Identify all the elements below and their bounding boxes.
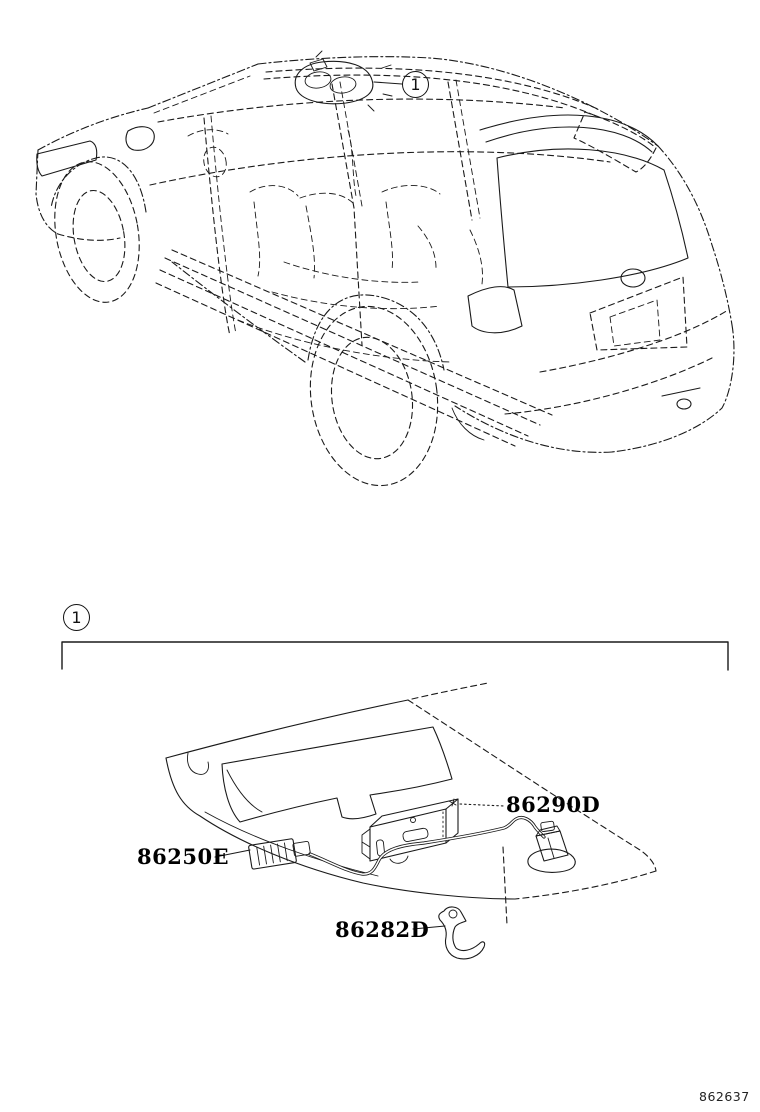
- d-pillar: [658, 146, 732, 325]
- rear-emblem: [621, 269, 645, 287]
- sill-line-4: [156, 283, 515, 446]
- cord-connector: [248, 836, 311, 869]
- sill-line-2: [160, 270, 528, 436]
- belt-line: [158, 99, 565, 122]
- a-pillar-inner: [154, 76, 250, 113]
- antenna-amplifier-86290d: [362, 799, 458, 863]
- rear-window: [497, 149, 688, 287]
- bumper-crease-2: [505, 358, 712, 414]
- hitch-ball: [677, 399, 691, 409]
- license-recess: [590, 277, 687, 350]
- bracket-locator-line: [503, 847, 507, 925]
- door-mirror: [126, 127, 154, 151]
- vehicle-phantom-drawing: [36, 51, 734, 494]
- license-plate: [610, 300, 660, 346]
- callout-leader-line: [374, 82, 402, 84]
- tow-hitch: [662, 388, 700, 396]
- interior-detail-lines: [188, 130, 483, 362]
- bumper-crease-1: [540, 310, 728, 372]
- front-face: [36, 150, 58, 234]
- mounting-bracket-86282d: [439, 907, 485, 959]
- headlight: [37, 141, 97, 176]
- roof-rail-1: [266, 68, 600, 110]
- callout-1-detail[interactable]: [63, 604, 90, 631]
- antenna-cord-86250e: [248, 818, 544, 875]
- part-label-86250e[interactable]: 86250E: [137, 844, 230, 869]
- spoiler-1: [480, 115, 658, 146]
- mudflap: [452, 408, 484, 440]
- roof-rail-2: [264, 75, 596, 116]
- callout-1-vehicle[interactable]: [402, 71, 429, 98]
- leader-86290d: [460, 804, 504, 806]
- front-wheel: [44, 155, 149, 309]
- callout-1-vehicle-number: 1: [410, 75, 421, 94]
- callout-1-detail-number: 1: [71, 608, 82, 627]
- figure-code: 862637: [699, 1089, 750, 1104]
- headliner-detail-drawing: [62, 642, 728, 959]
- part-label-86290d[interactable]: 86290D: [506, 792, 601, 817]
- front-lower: [58, 234, 120, 240]
- taillight: [468, 287, 522, 333]
- far-belt-line: [150, 152, 610, 185]
- part-label-86282d[interactable]: 86282D: [335, 917, 430, 942]
- detail-bracket-line: [62, 642, 728, 670]
- spoiler-2: [486, 127, 652, 152]
- a-pillar: [148, 64, 258, 108]
- sill-line-1: [165, 258, 540, 425]
